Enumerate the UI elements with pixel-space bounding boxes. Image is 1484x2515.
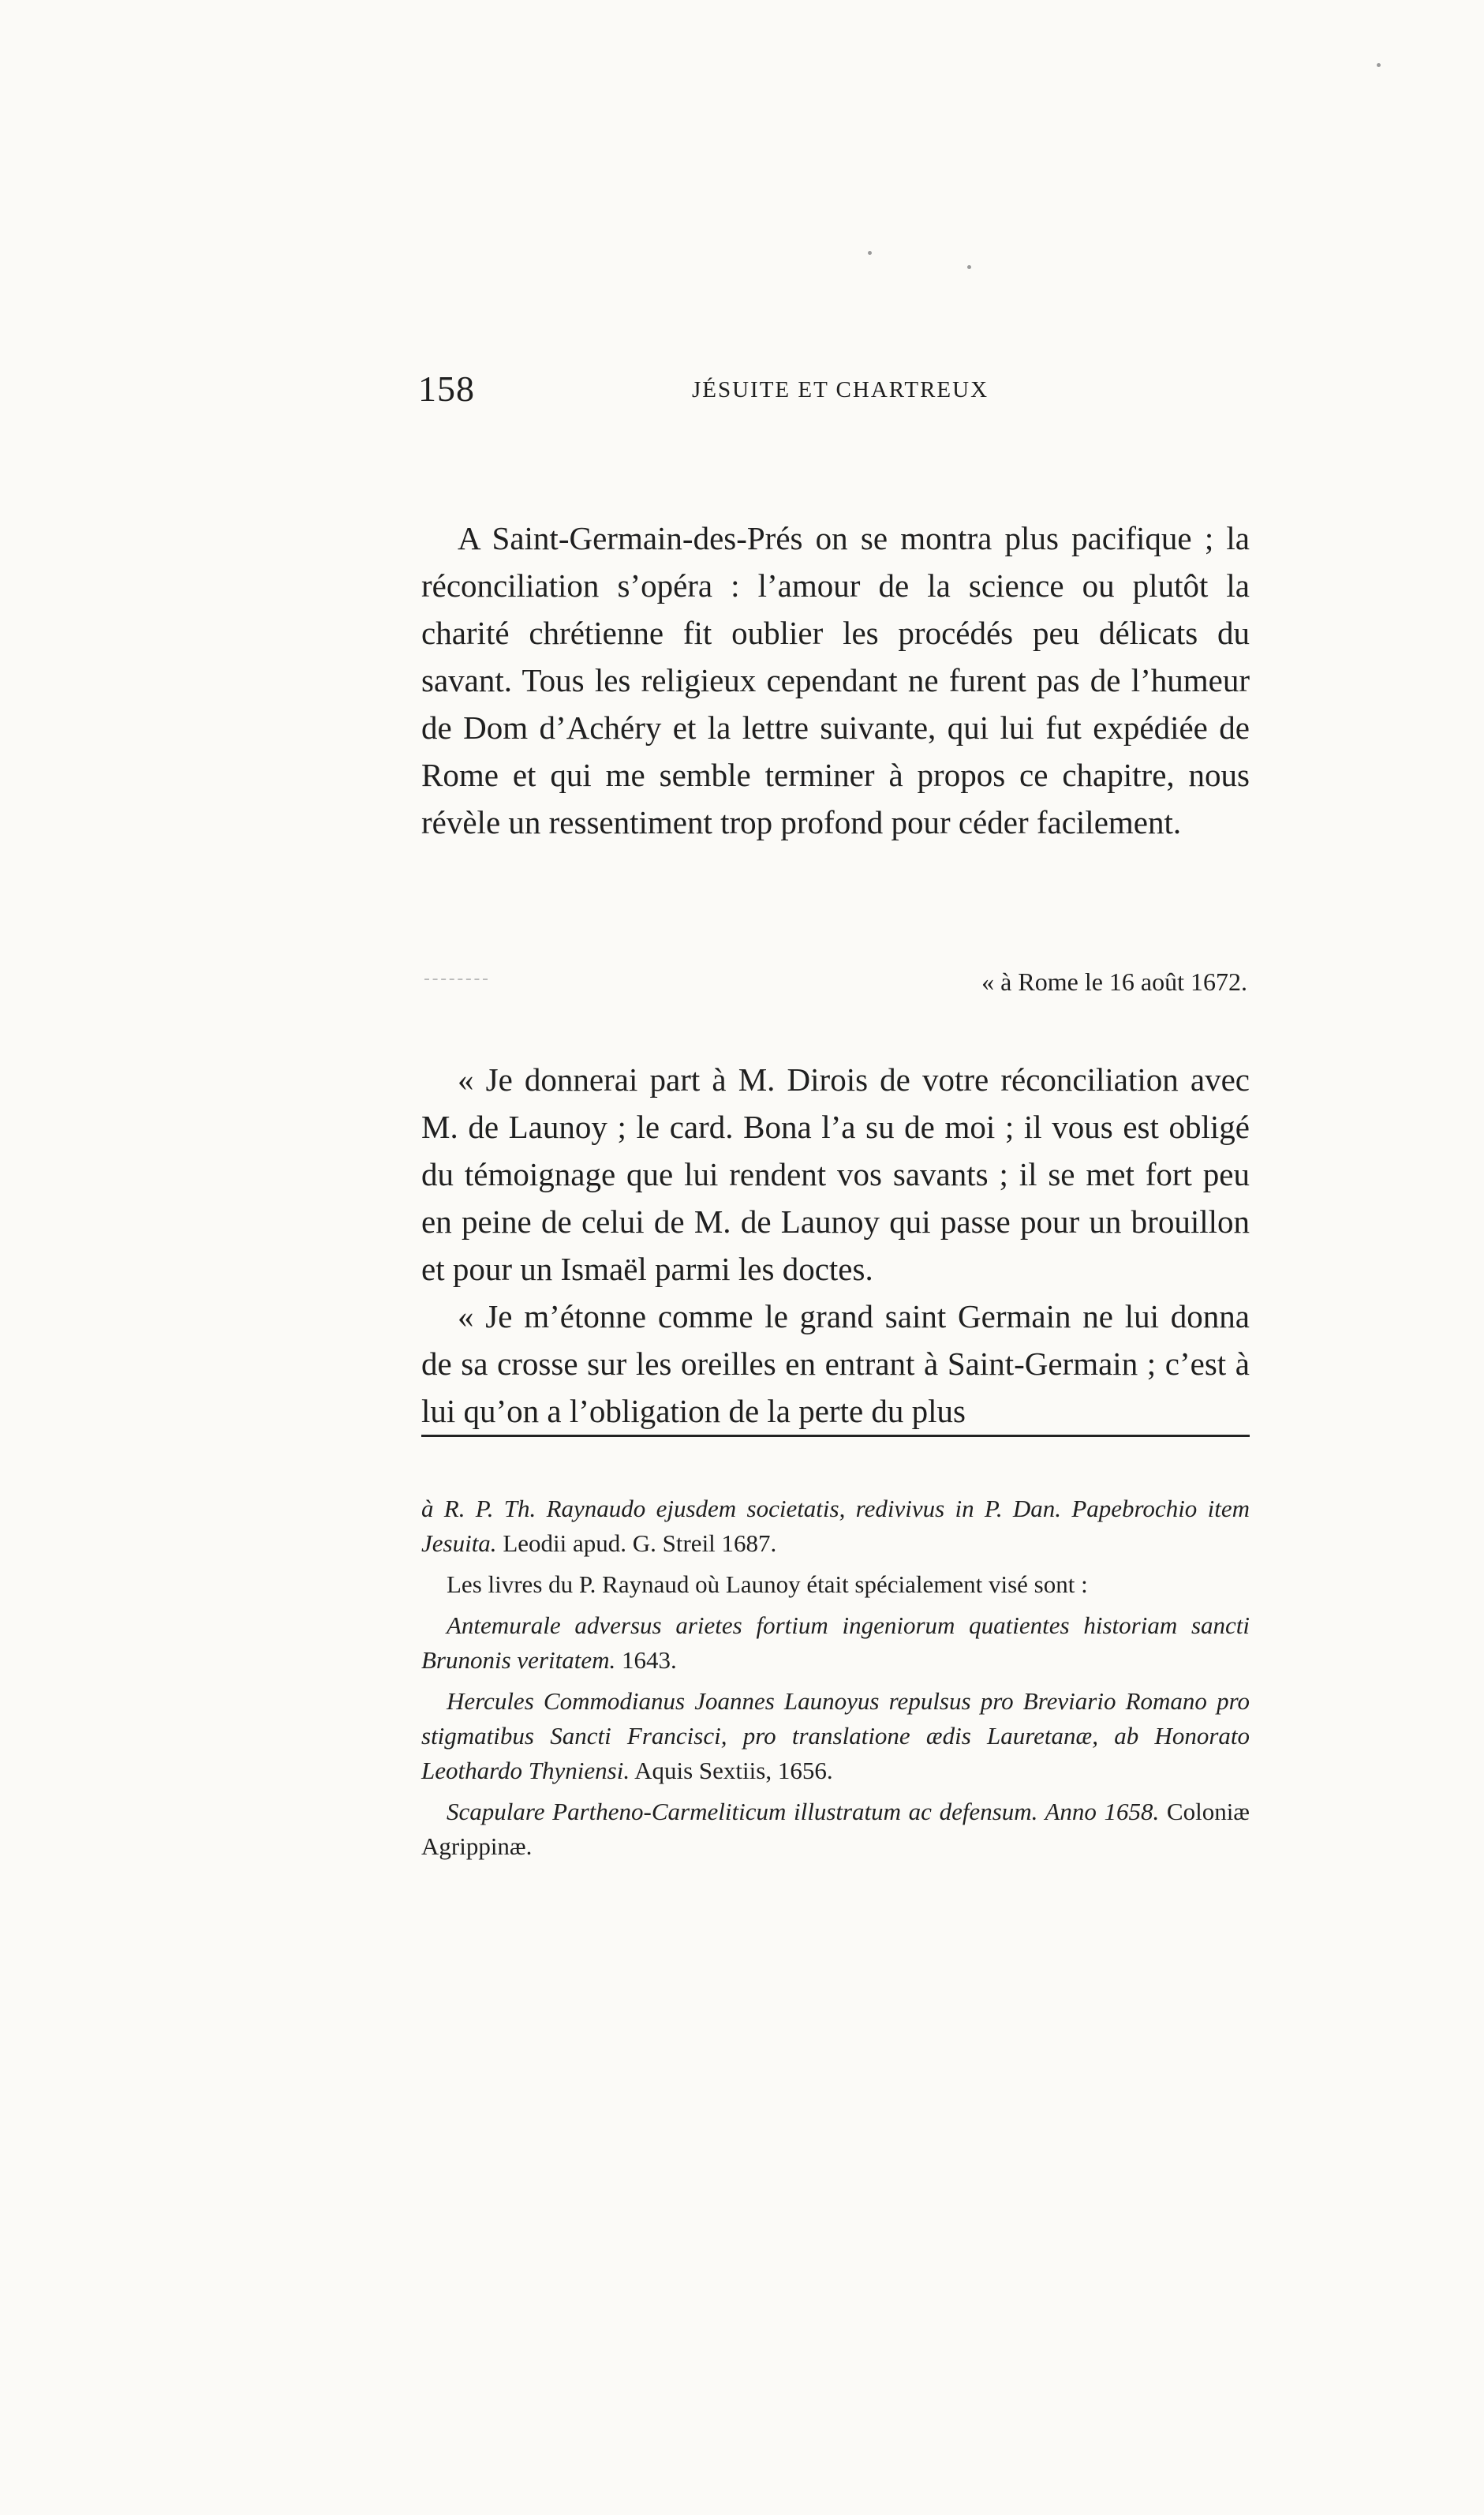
footnote-rule [421, 1435, 1250, 1437]
letter-dateline: « à Rome le 16 août 1672. [981, 967, 1247, 996]
running-title: JÉSUITE ET CHARTREUX [691, 377, 989, 402]
footnote-continuation-italic: à R. P. Th. Raynaudo ejusdem societatis, redivivus in P. Dan. Papebrochio item Jesuita. [421, 1495, 1250, 1557]
footnote-book-1-year: 1643. [615, 1646, 677, 1674]
page-header [418, 368, 1262, 415]
paper-speck [868, 251, 872, 255]
footnote-list-intro: Les livres du P. Raynaud où Launoy était spécialement visé sont : [447, 1570, 1088, 1598]
footnote-book-3-place: Coloniæ Agrippinæ. [421, 1798, 1250, 1860]
footnote-continuation-plain: Leodii apud. G. Streil 1687. [496, 1529, 777, 1557]
footnote-book-3 [421, 1795, 1250, 1864]
letter-paragraph-2: « Je m’étonne comme le grand saint Germain ne lui donna de sa crosse sur les oreilles en entrant à Saint-Germain ; c’est à lui qu’on a l’obligation de la perte du plus [421, 1298, 1250, 1429]
stray-mark [424, 979, 488, 982]
footnote-book-3-title: Scapulare Partheno-Carmeliticum illustratum ac defensum. Anno 1658. [447, 1798, 1160, 1825]
footnote-book-2 [421, 1684, 1250, 1788]
footnotes [421, 1491, 1250, 1870]
footnote-book-1 [421, 1608, 1250, 1678]
paper-speck [1377, 63, 1381, 67]
footnote-continuation [421, 1491, 1250, 1561]
letter-section [421, 1056, 1250, 1435]
intro-paragraph: A Saint-Germain-des-Prés on se montra plus pacifique ; la réconciliation s’opéra : l’amour de la science ou plutôt la charité chrétienne fit oublier les procédés peu délicats du savant. Tous les religieux cependant ne furent pas de l’humeur de Dom d’Achéry et la lettre suivante, qui lui fut expédiée de Rome et qui me semble terminer à propos ce chapitre, nous révèle un ressentiment trop profond pour céder facilement. [421, 520, 1250, 840]
page-number: 158 [418, 369, 475, 409]
intro-section [421, 515, 1250, 846]
footnote-book-2-title: Hercules Commodianus Joannes Launoyus repulsus pro Breviario Romano pro stigmatibus Sancti Francisci, pro translatione ædis Lauretanæ, ab Honorato Leothardo Thyniensi. [421, 1687, 1250, 1784]
letter-paragraph-1: « Je donnerai part à M. Dirois de votre réconciliation avec M. de Launoy ; le card. Bona l’a su de moi ; il vous est obligé du témoignage que lui rendent vos savants ; il se met fort peu en peine de celui de M. de Launoy qui passe pour un brouillon et pour un Ismaël parmi les doctes. [421, 1061, 1250, 1287]
paper-speck [967, 265, 971, 269]
footnote-book-2-place: Aquis Sextiis, 1656. [630, 1757, 833, 1784]
footnote-book-1-title: Antemurale adversus arietes fortium ingeniorum quatientes historiam sancti Brunonis veritatem. [421, 1611, 1250, 1674]
